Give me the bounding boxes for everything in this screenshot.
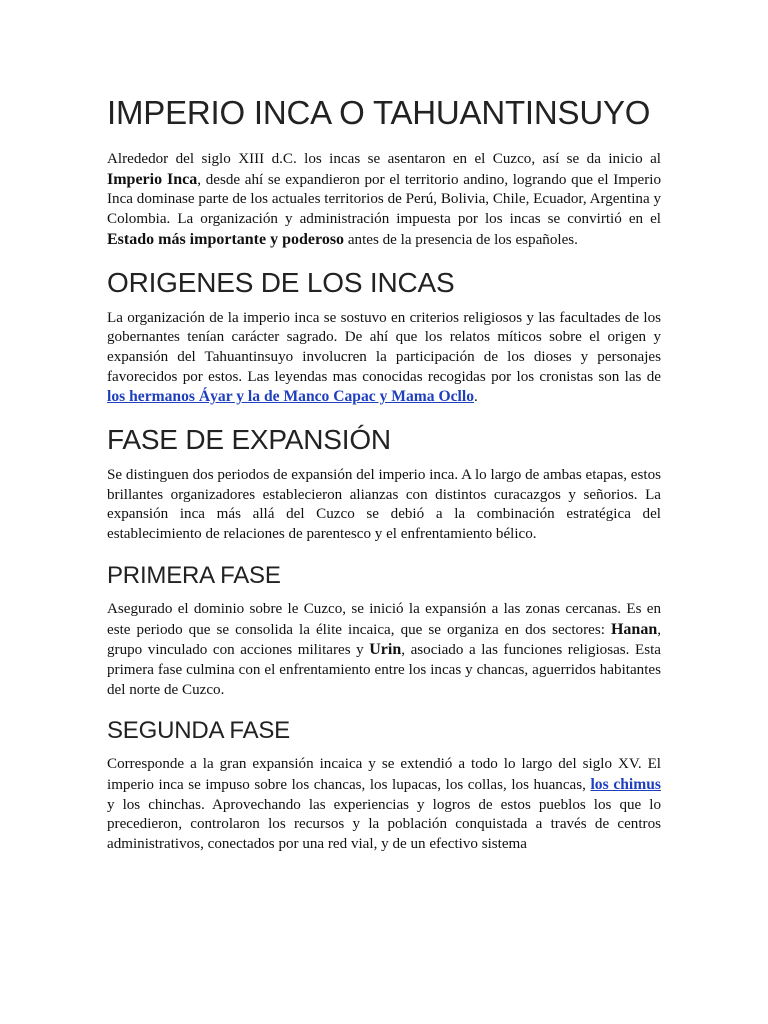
origenes-paragraph: [107, 309, 661, 409]
primera-paragraph: [107, 600, 661, 701]
origenes-text-1: La organización de la imperio inca se sostuvo en criterios religiosos y las facultades de los gobernantes tenían carácter sagrado. De ahí que los relatos míticos sobre el origen y expansión del Tahuantinsuyo involucren la participación de los dioses y personajes favorecidos por estos. Las leyendas mas conocidas recogidas por los cronistas son las de: [107, 309, 661, 385]
expansion-paragraph: Se distinguen dos periodos de expansión del imperio inca. A lo largo de ambas etapas, estos brillantes organizadores establecieron alianzas con distintos curacazgos y señorios. La expansión inca más allá del Cuzco se debió a la combinación estratégica del establecimiento de relaciones de parentesco y el enfrentamiento bélico.: [107, 467, 661, 543]
intro-text-3: antes de la presencia de los españoles.: [344, 231, 578, 248]
intro-bold-imperio-inca: Imperio Inca: [107, 170, 198, 188]
document-content: [107, 94, 661, 855]
segunda-text-1: Corresponde a la gran expansión incaica y se extendió a todo lo largo del siglo XV. El imperio inca se impuso sobre los chancas, los lupacas, los collas, los huancas,: [107, 756, 661, 794]
segunda-paragraph: [107, 755, 661, 855]
intro-text-2: , desde ahí se expandieron por el territorio andino, logrando que el Imperio Inca dominase parte de los actuales territorios de Perú, Bolivia, Chile, Ecuador, Argentina y Colombia. La organización y administración impuesta por los incas se convirtió en el: [107, 171, 662, 228]
heading-origenes: ORIGENES DE LOS INCAS: [107, 266, 455, 298]
page-title: IMPERIO INCA O TAHUANTINSUYO: [107, 94, 651, 131]
heading-segunda-fase: SEGUNDA FASE: [107, 717, 290, 745]
segunda-text-2: y los chinchas. Aprovechando las experiencias y logros de estos pueblos los que lo precedieron, controlaron los recursos y la población conquistada a través de centros administrativos, conectados por una red vial, y de un efectivo sistema: [107, 796, 661, 853]
intro-text-1: Alrededor del siglo XIII d.C. los incas se asentaron en el Cuzco, así se da inicio al: [107, 151, 661, 167]
heading-expansion: FASE DE EXPANSIÓN: [107, 424, 391, 456]
primera-bold-hanan: Hanan: [610, 620, 658, 638]
intro-bold-estado: Estado más importante y poderoso: [107, 230, 345, 248]
primera-text-1: Asegurado el dominio sobre le Cuzco, se inició la expansión a las zonas cercanas. Es en este periodo que se consolida la élite incaica, que se organiza en dos sectores:: [107, 600, 661, 638]
intro-paragraph: [107, 150, 661, 251]
link-los-chimus[interactable]: los chimus: [590, 776, 661, 794]
origenes-text-2: .: [474, 389, 478, 406]
primera-text-2: , grupo vinculado con acciones militares y: [107, 621, 661, 659]
link-hermanos-ayar[interactable]: los hermanos Áyar y la de Manco Capac y Mama Ocllo: [107, 388, 475, 406]
primera-text-3: , asociado a las funciones religiosas. Esta primera fase culmina con el enfrentamiento entre los incas y chancas, aguerridos habitantes del norte de Cuzco.: [107, 642, 661, 698]
primera-bold-urin: Urin: [369, 641, 402, 659]
heading-primera-fase: PRIMERA FASE: [107, 561, 281, 589]
